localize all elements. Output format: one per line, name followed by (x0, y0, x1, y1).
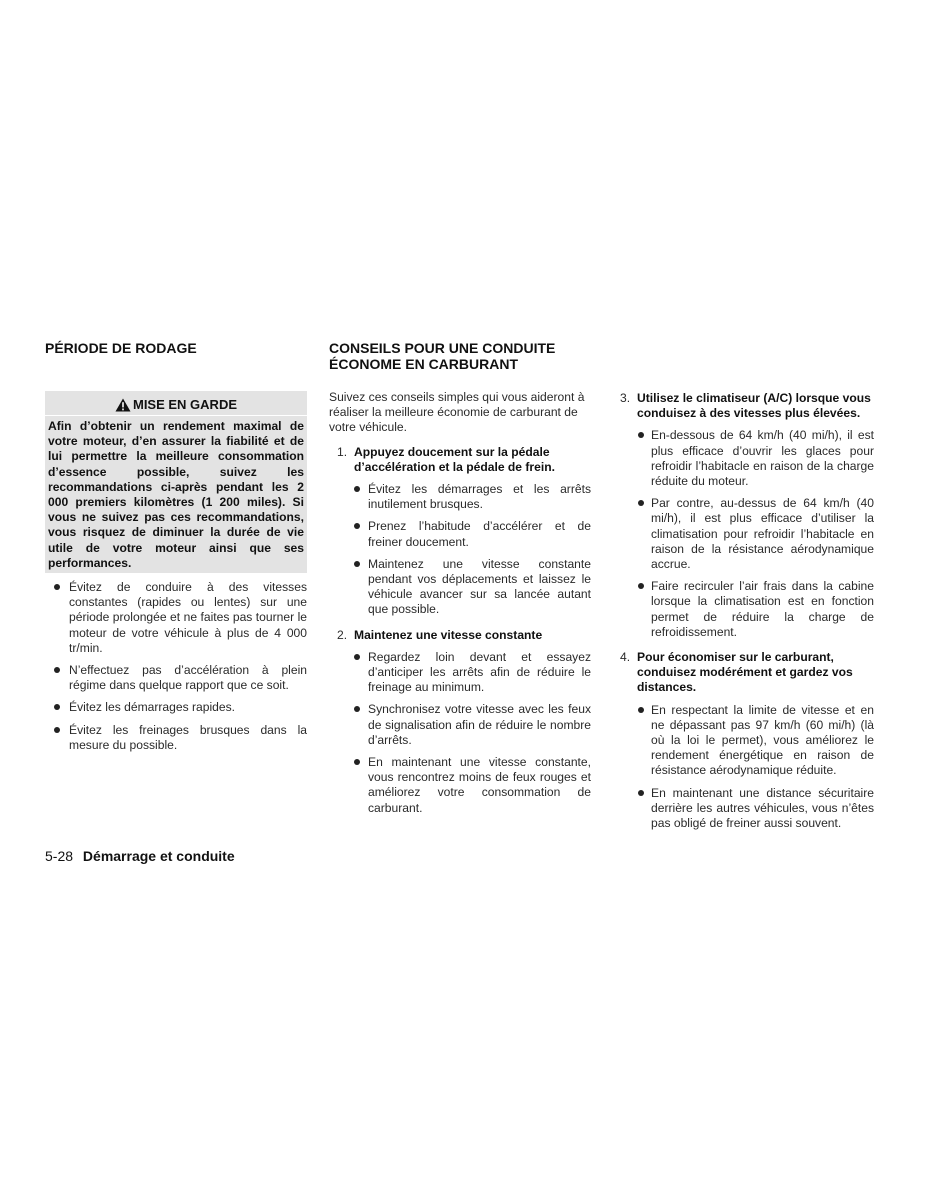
warning-title (45, 391, 307, 416)
middle-column (329, 340, 591, 816)
item-title: Pour économiser sur le carburant, conduisez modérément et gardez vos distances. (637, 650, 853, 695)
list-item: En maintenant une vitesse constante, vous rencontrez moins de feux rouges et améliorez votre consommation de carburant. (329, 755, 591, 816)
bullet-icon (638, 707, 644, 713)
list-item: Faire recirculer l’air frais dans la cabine lorsque la climatisation est en fonction permet de réduire la charge de refroidissement. (620, 579, 874, 640)
warning-text: Afin d’obtenir un rendement maximal de votre moteur, d’en assurer la fiabilité et de lui permettre la meilleure consommation d’essence possible, suivez les recommandations ci-après pendant les 2 000 premiers kilomètres (1 200 miles). Si vous ne suivez pas ces recommandations, vous risquez de diminuer la durée de vie utile de votre moteur ainsi que ses performances. (48, 419, 304, 570)
numbered-item (329, 628, 591, 643)
warning-title-text: MISE EN GARDE (132, 397, 237, 412)
item-number: 3. (620, 391, 631, 405)
list-item: En maintenant une distance sécuritaire derrière les autres véhicules, vous n’êtes pas obligé de freiner aussi souvent. (620, 786, 874, 832)
warning-triangle-icon (115, 398, 131, 412)
numbered-item (620, 650, 874, 696)
item-number: 1. (337, 444, 348, 459)
list-item: En respectant la limite de vitesse et en ne dépassant pas 97 km/h (60 mi/h) (là où la loi le permet), vous améliorez le rendement énergétique en raison de résistance aérodynamique réduite. (620, 703, 874, 779)
tip-list (329, 482, 591, 618)
list-item: N’effectuez pas d’accélération à plein régime dans quelque rapport que ce soit. (45, 663, 307, 693)
break-in-list (45, 580, 307, 753)
list-item: Synchronisez votre vitesse avec les feux de signalisation afin de réduire le nombre d’arrêts. (329, 702, 591, 748)
section-heading-break-in: PÉRIODE DE RODAGE (45, 340, 197, 356)
bullet-icon (354, 654, 360, 660)
bullet-icon (54, 584, 60, 590)
bullet-icon (354, 706, 360, 712)
list-item: Maintenez une vitesse constante pendant vos déplacements et laissez le véhicule avancer sur sa lancée autant que possible. (329, 557, 591, 618)
bullet-icon (638, 790, 644, 796)
bullet-icon (54, 704, 60, 710)
left-column (45, 340, 307, 753)
list-item: Évitez de conduire à des vitesses constantes (rapides ou lentes) sur une période prolongée et ne faites pas tourner le moteur de votre véhicule à plus de 4 000 tr/min. (45, 580, 307, 656)
section-heading-fuel-economy: CONSEILS POUR UNE CONDUITE ÉCONOME EN CARBURANT (329, 340, 556, 372)
item-title: Utilisez le climatiseur (A/C) lorsque vous conduisez à des vitesses plus élevées. (637, 391, 871, 421)
page-footer (45, 848, 235, 864)
tip-list (620, 428, 874, 640)
tip-list (620, 703, 874, 832)
list-item: Évitez les freinages brusques dans la mesure du possible. (45, 723, 307, 753)
item-number: 4. (620, 650, 631, 665)
section-name: Démarrage et conduite (82, 848, 235, 864)
numbered-item (620, 391, 874, 421)
bullet-icon (354, 561, 360, 567)
tip-list (329, 650, 591, 816)
item-number: 2. (337, 627, 348, 642)
bullet-icon (638, 583, 644, 589)
item-title: Maintenez une vitesse constante (354, 627, 543, 642)
bullet-icon (54, 667, 60, 673)
list-item: En-dessous de 64 km/h (40 mi/h), il est plus efficace d’ouvrir les glaces pour refroidir l’habitacle en raison de la charge réduite du moteur. (620, 428, 874, 489)
right-column (620, 391, 874, 831)
bullet-icon (638, 500, 644, 506)
warning-box (45, 391, 307, 573)
bullet-icon (354, 486, 360, 492)
list-item: Regardez loin devant et essayez d’anticiper les arrêts afin de réduire le freinage au minimum. (329, 650, 591, 696)
page-number: 5-28 (45, 848, 74, 864)
numbered-item (329, 445, 591, 475)
bullet-icon (638, 432, 644, 438)
list-item: Par contre, au-dessus de 64 km/h (40 mi/h), il est plus efficace d’utiliser la climatisation pour refroidir l’habitacle en raison de la résistance aérodynamique accrue. (620, 496, 874, 572)
bullet-icon (54, 727, 60, 733)
intro-paragraph: Suivez ces conseils simples qui vous aideront à réaliser la meilleure économie de carburant de votre véhicule. (329, 390, 585, 435)
list-item: Évitez les démarrages et les arrêts inutilement brusques. (329, 482, 591, 512)
list-item: Évitez les démarrages rapides. (45, 700, 307, 715)
bullet-icon (354, 523, 360, 529)
item-title: Appuyez doucement sur la pédale d’accélération et la pédale de frein. (354, 444, 555, 474)
bullet-icon (354, 759, 360, 765)
list-item: Prenez l’habitude d’accélérer et de freiner doucement. (329, 519, 591, 549)
